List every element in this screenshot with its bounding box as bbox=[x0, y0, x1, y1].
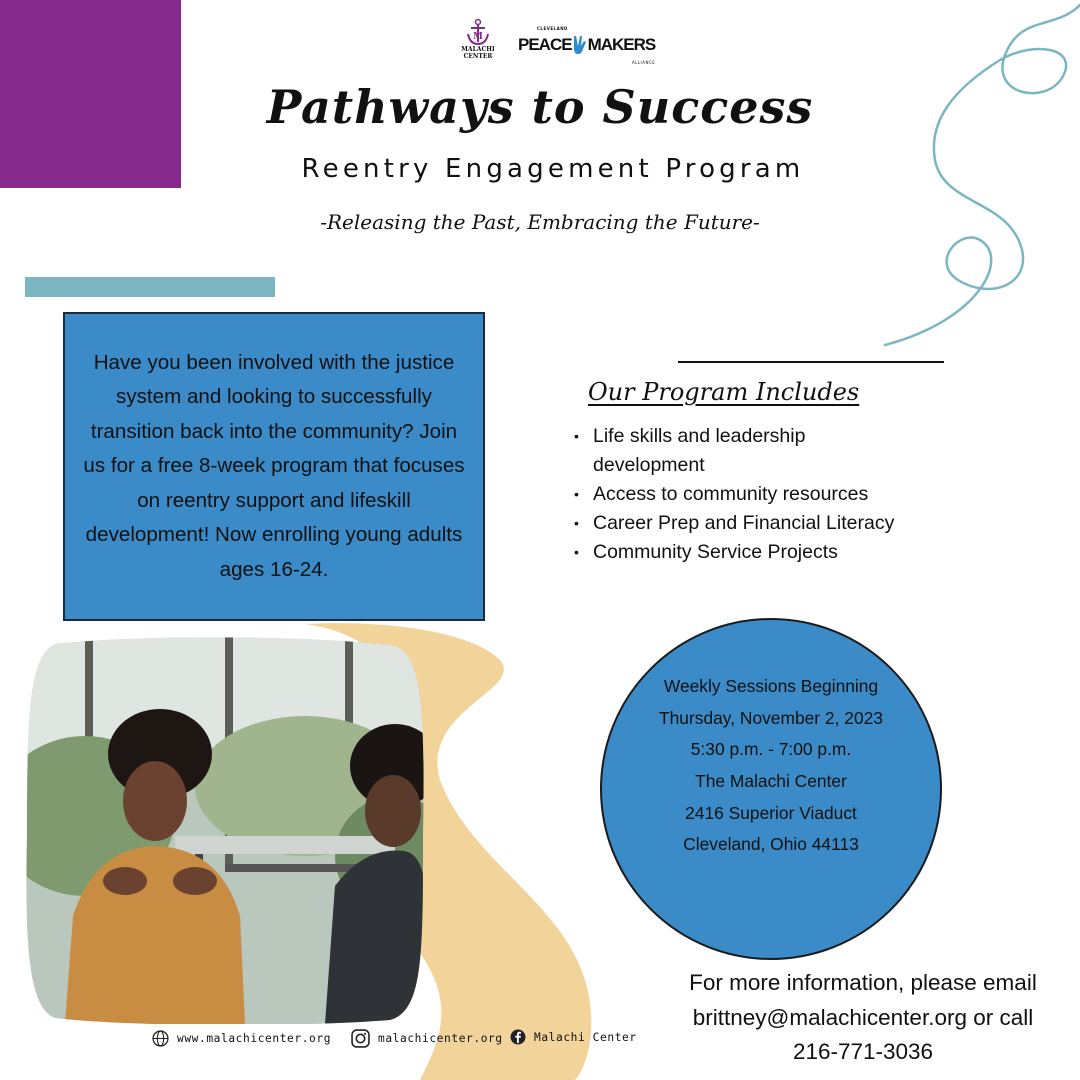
peace-hand-icon bbox=[572, 35, 588, 55]
peacemakers-bottom-text: ALLIANCE bbox=[631, 60, 656, 65]
malachi-center-logo bbox=[458, 18, 498, 66]
sessions-line-1: Weekly Sessions Beginning bbox=[663, 676, 879, 697]
program-tagline: -Releasing the Past, Embracing the Future- bbox=[320, 210, 760, 234]
list-item: • Life skills and leadership development bbox=[574, 422, 904, 480]
instagram-icon bbox=[351, 1029, 370, 1048]
footer-website[interactable] bbox=[152, 1030, 331, 1047]
malachi-logo-text: MALACHI CENTER bbox=[461, 46, 495, 60]
peacemakers-word-peace: PEACE bbox=[518, 35, 572, 54]
anchor-icon bbox=[465, 18, 491, 46]
footer-instagram[interactable] bbox=[351, 1029, 503, 1048]
svg-text:M: M bbox=[473, 32, 483, 42]
list-item: • Career Prep and Financial Literacy bbox=[574, 509, 904, 538]
peacemakers-top-text: CLEVELAND bbox=[537, 26, 568, 31]
facebook-icon bbox=[510, 1029, 526, 1045]
list-item: • Access to community resources bbox=[574, 480, 904, 509]
facebook-name[interactable]: Malachi Center bbox=[534, 1030, 637, 1044]
footer-facebook[interactable] bbox=[510, 1029, 637, 1045]
intro-text: Have you been involved with the justice system and looking to successfully transition back into the community? Join us for a free 8-week program that focuses on reentry support and lifeskill development! Now enrolling young adults ages 16-24. bbox=[83, 351, 465, 581]
contact-phone[interactable]: 216-771-3036 bbox=[792, 1039, 934, 1064]
includes-list bbox=[574, 422, 904, 567]
sessions-time: 5:30 p.m. - 7:00 p.m. bbox=[690, 739, 852, 760]
contact-line-1: For more information, please email bbox=[689, 970, 1037, 995]
sessions-venue: The Malachi Center bbox=[695, 771, 847, 791]
includes-heading: Our Program Includes bbox=[588, 378, 860, 406]
globe-icon bbox=[152, 1030, 169, 1047]
intro-description-box bbox=[63, 312, 485, 621]
sessions-date: Thursday, November 2, 2023 bbox=[659, 707, 883, 728]
sessions-info-circle bbox=[600, 618, 942, 960]
section-divider bbox=[678, 361, 944, 363]
young-adults-talking-photo bbox=[25, 636, 425, 1024]
website-text[interactable]: www.malachicenter.org bbox=[177, 1032, 332, 1045]
instagram-handle[interactable]: malachicenter.org bbox=[378, 1032, 503, 1045]
sessions-street: 2416 Superior Viaduct bbox=[685, 802, 857, 823]
sessions-city: Cleveland, Ohio 44113 bbox=[683, 834, 859, 855]
teal-accent-bar bbox=[25, 277, 275, 297]
list-item: • Community Service Projects bbox=[574, 538, 904, 567]
peacemakers-word-makers: MAKERS bbox=[587, 35, 656, 54]
program-subtitle: Reentry Engagement Program bbox=[301, 154, 805, 184]
peacemakers-alliance-logo bbox=[518, 26, 656, 65]
contact-email-line[interactable]: brittney@malachicenter.org or call bbox=[692, 1004, 1034, 1030]
page-title: Pathways to Success bbox=[266, 80, 814, 134]
contact-info bbox=[666, 966, 1060, 1070]
